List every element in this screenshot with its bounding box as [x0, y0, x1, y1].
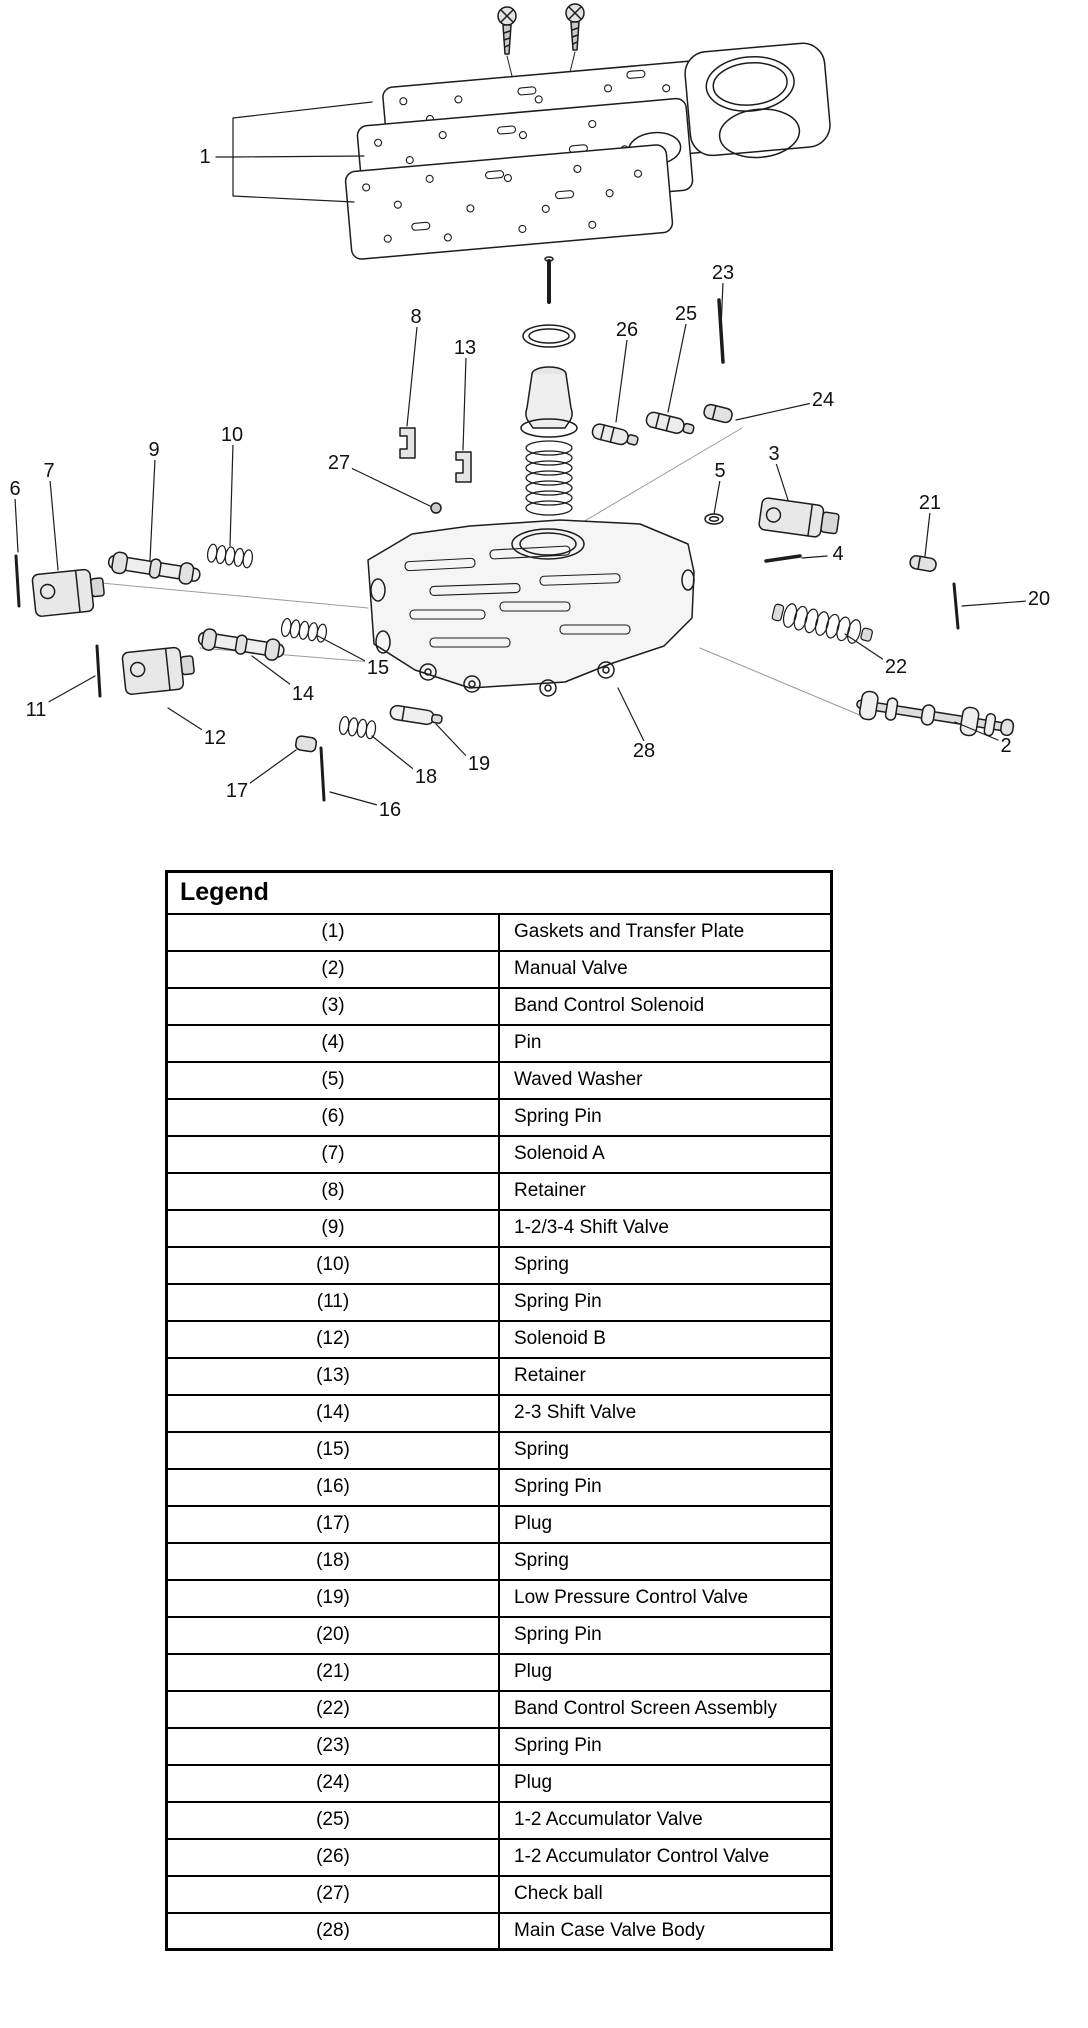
- legend-part-name: Spring Pin: [499, 1728, 832, 1765]
- legend-row: [167, 1543, 832, 1580]
- legend-row: [167, 1395, 832, 1432]
- callout-number-7: 7: [43, 460, 55, 482]
- legend-part-number: (10): [167, 1247, 500, 1284]
- legend-part-number: (1): [167, 914, 500, 951]
- legend-row: [167, 1617, 832, 1654]
- callout-number-28: 28: [632, 740, 656, 762]
- legend-part-number: (24): [167, 1765, 500, 1802]
- legend-part-name: Pin: [499, 1025, 832, 1062]
- legend-part-name: Retainer: [499, 1358, 832, 1395]
- band-control-screen-assembly: [771, 600, 875, 648]
- legend-row: [167, 1136, 832, 1173]
- boost-piston: [521, 367, 577, 437]
- legend-part-name: Check ball: [499, 1876, 832, 1913]
- legend-part-name: Retainer: [499, 1173, 832, 1210]
- callout-number-22: 22: [884, 656, 908, 678]
- legend-part-name: Solenoid A: [499, 1136, 832, 1173]
- legend-part-name: 1-2 Accumulator Control Valve: [499, 1839, 832, 1876]
- plug-24: [703, 403, 734, 423]
- legend-row: [167, 1247, 832, 1284]
- callout-number-2: 2: [1000, 735, 1012, 757]
- spring-15: [280, 618, 327, 643]
- spring-pin-16: [321, 748, 324, 800]
- legend-row: [167, 1765, 832, 1802]
- spring-10: [206, 544, 253, 569]
- legend-row: [167, 1432, 832, 1469]
- legend-part-name: Plug: [499, 1506, 832, 1543]
- callout-number-3: 3: [768, 443, 780, 465]
- legend-part-number: (20): [167, 1617, 500, 1654]
- legend-row: [167, 1099, 832, 1136]
- callout-number-4: 4: [832, 543, 844, 565]
- legend-row: [167, 1025, 832, 1062]
- callout-number-17: 17: [225, 780, 249, 802]
- legend-part-number: (18): [167, 1543, 500, 1580]
- solenoid-b: [122, 646, 196, 695]
- o-ring: [523, 325, 575, 347]
- legend-part-number: (22): [167, 1691, 500, 1728]
- legend-row: [167, 1469, 832, 1506]
- legend-row: [167, 1321, 832, 1358]
- legend-part-number: (8): [167, 1173, 500, 1210]
- solenoid-a: [32, 568, 106, 617]
- legend-part-name: Plug: [499, 1765, 832, 1802]
- callout-number-18: 18: [414, 766, 438, 788]
- low-pressure-control-valve: [389, 705, 443, 727]
- callout-number-27: 27: [327, 452, 351, 474]
- legend-part-name: 1-2/3-4 Shift Valve: [499, 1210, 832, 1247]
- main-case-valve-body: [368, 520, 694, 696]
- accumulator-valve: [645, 411, 695, 437]
- callout-number-16: 16: [378, 799, 402, 821]
- callout-number-5: 5: [714, 460, 726, 482]
- callout-number-1: 1: [199, 146, 211, 168]
- manual-valve: [855, 690, 1015, 742]
- check-ball: [431, 503, 441, 513]
- spring-pin-6: [16, 556, 19, 606]
- shift-valve-2-3: [197, 628, 285, 662]
- legend-part-number: (4): [167, 1025, 500, 1062]
- legend-part-number: (19): [167, 1580, 500, 1617]
- legend-part-name: Spring: [499, 1432, 832, 1469]
- legend-row: [167, 1062, 832, 1099]
- callout-number-12: 12: [203, 727, 227, 749]
- legend-row: [167, 1728, 832, 1765]
- callout-number-20: 20: [1027, 588, 1051, 610]
- legend-part-number: (13): [167, 1358, 500, 1395]
- callout-number-8: 8: [410, 306, 422, 328]
- callout-number-21: 21: [918, 492, 942, 514]
- legend-part-name: Band Control Solenoid: [499, 988, 832, 1025]
- spring-18: [338, 716, 376, 739]
- shift-valve-1-2-3-4: [107, 551, 201, 586]
- legend-part-name: Spring Pin: [499, 1284, 832, 1321]
- legend-part-name: 1-2 Accumulator Valve: [499, 1802, 832, 1839]
- legend-row: [167, 1839, 832, 1876]
- exploded-view-artwork: [0, 0, 1088, 850]
- callout-number-23: 23: [711, 262, 735, 284]
- legend-row: [167, 1691, 832, 1728]
- callout-number-10: 10: [220, 424, 244, 446]
- legend-row: [167, 1173, 832, 1210]
- legend-row: [167, 951, 832, 988]
- legend-row: [167, 1580, 832, 1617]
- legend-part-name: Manual Valve: [499, 951, 832, 988]
- legend-row: [167, 1876, 832, 1913]
- legend-part-name: Spring: [499, 1543, 832, 1580]
- spring-pin-20: [954, 584, 958, 628]
- legend-part-number: (28): [167, 1913, 500, 1950]
- callout-number-6: 6: [9, 478, 21, 500]
- legend-part-name: Solenoid B: [499, 1321, 832, 1358]
- callout-number-14: 14: [291, 683, 315, 705]
- legend-part-name: Gaskets and Transfer Plate: [499, 914, 832, 951]
- legend-part-number: (26): [167, 1839, 500, 1876]
- legend-part-number: (23): [167, 1728, 500, 1765]
- legend-part-number: (7): [167, 1136, 500, 1173]
- plug-21: [909, 555, 937, 572]
- legend-table-body: [167, 914, 832, 1950]
- legend-part-number: (5): [167, 1062, 500, 1099]
- legend-part-name: Spring Pin: [499, 1469, 832, 1506]
- legend-row: [167, 1913, 832, 1950]
- legend-row: [167, 1506, 832, 1543]
- legend-part-number: (25): [167, 1802, 500, 1839]
- legend-row: [167, 1358, 832, 1395]
- accumulator-control-valve: [591, 423, 639, 449]
- callout-number-26: 26: [615, 319, 639, 341]
- legend-part-number: (17): [167, 1506, 500, 1543]
- legend-part-name: Waved Washer: [499, 1062, 832, 1099]
- center-pin: [545, 257, 553, 302]
- retainer-8: [400, 428, 415, 458]
- legend-row: [167, 1210, 832, 1247]
- screw-icon: [566, 4, 584, 80]
- legend-part-number: (27): [167, 1876, 500, 1913]
- legend-row: [167, 988, 832, 1025]
- legend-part-name: Spring Pin: [499, 1617, 832, 1654]
- legend-part-number: (16): [167, 1469, 500, 1506]
- legend-part-number: (21): [167, 1654, 500, 1691]
- callout-number-9: 9: [148, 439, 160, 461]
- legend-part-name: Band Control Screen Assembly: [499, 1691, 832, 1728]
- legend-part-number: (2): [167, 951, 500, 988]
- legend-row: [167, 914, 832, 951]
- legend-part-name: Main Case Valve Body: [499, 1913, 832, 1950]
- legend-part-number: (6): [167, 1099, 500, 1136]
- legend-part-number: (3): [167, 988, 500, 1025]
- legend-table: [165, 870, 833, 1951]
- band-control-solenoid: [758, 497, 840, 540]
- callout-number-15: 15: [366, 657, 390, 679]
- legend-part-name: Low Pressure Control Valve: [499, 1580, 832, 1617]
- plug-17: [295, 735, 317, 752]
- legend-row: [167, 1802, 832, 1839]
- callout-number-24: 24: [811, 389, 835, 411]
- legend-part-name: Plug: [499, 1654, 832, 1691]
- legend-part-number: (9): [167, 1210, 500, 1247]
- waved-washer: [705, 514, 723, 524]
- retainer-13: [456, 452, 471, 482]
- boost-spring: [526, 441, 572, 515]
- screw-icon: [498, 7, 516, 84]
- callout-number-19: 19: [467, 753, 491, 775]
- legend-part-name: 2-3 Shift Valve: [499, 1395, 832, 1432]
- legend-row: [167, 1654, 832, 1691]
- pin-4: [766, 556, 800, 561]
- spring-pin-11: [97, 646, 100, 696]
- legend-title: Legend: [167, 872, 832, 914]
- legend-part-name: Spring: [499, 1247, 832, 1284]
- legend-header-row: [167, 872, 832, 914]
- callout-number-25: 25: [674, 303, 698, 325]
- legend-row: [167, 1284, 832, 1321]
- callout-number-13: 13: [453, 337, 477, 359]
- legend-part-name: Spring Pin: [499, 1099, 832, 1136]
- legend-part-number: (12): [167, 1321, 500, 1358]
- valve-body-exploded-diagram: [0, 0, 1088, 850]
- legend-part-number: (11): [167, 1284, 500, 1321]
- legend-part-number: (14): [167, 1395, 500, 1432]
- legend-part-number: (15): [167, 1432, 500, 1469]
- callout-number-11: 11: [25, 699, 47, 721]
